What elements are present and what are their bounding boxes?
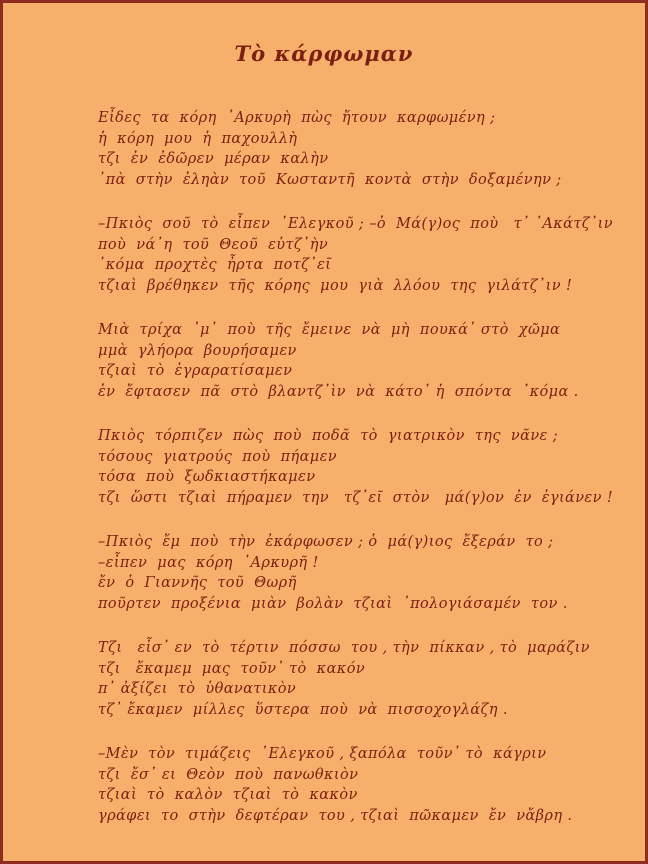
poem-line: ἡ κόρη μου ἡ παχουλλὴ [98, 130, 298, 147]
stanza [98, 532, 605, 614]
poem-line: τζιαὶ βρέθηκεν τῆς κόρης μου γιὰ λλόου της γιλάτζ᾽ιν ! [98, 277, 573, 294]
poem-line: ποὺ νά᾽η τοῦ Θεοῦ εὐτζ᾽ὴν [98, 236, 329, 253]
poem-line: –Πκιὸς ἔμ ποὺ τὴν ἐκάρφωσεν ; ὁ μά(γ)ιος ἔξεράν το ; [98, 534, 554, 550]
stanza [98, 744, 605, 826]
poem-line: ἔν ὁ Γιαννῆς τοῦ Θωρῆ [98, 575, 297, 591]
poem-line: τόσους γιατρούς ποὺ πήαμεν [98, 448, 338, 465]
poem-line: π᾽ ἀξίζει τὸ ὑθανατικὸν [98, 681, 297, 697]
poem-line: τζι ἔσ᾽ ει Θεὸν ποὺ πανωθκιὸν [98, 766, 359, 783]
poem-line: γράφει το στὴν δεφτέραν του , τζιαὶ πῶκαμεν ἔν νἄβρη . [98, 807, 573, 824]
poem-line: τόσα ποὺ ξωδκιαστήκαμεν [98, 469, 316, 485]
poem-line: ποῦρτεν προξένια μιὰν βολὰν τζιαὶ ᾽πολογιάσαμέν τον . [98, 595, 568, 612]
poem-line: –εἶπεν μας κόρη ᾽Αρκυρῆ ! [98, 554, 319, 571]
page-title: Τὸ κάρφωμαν [234, 41, 414, 66]
poem-line: ᾽πὰ στὴν ἐληὰν τοῦ Κωσταντῆ κοντὰ στὴν δοξαμένην ; [98, 171, 562, 188]
poem-line: Τζι εἶσ᾽ εν τὸ τέρτιν πόσσω του , τὴν πίκκαν , τὸ μαράζιν [98, 640, 590, 656]
stanza [98, 320, 605, 402]
stanza [98, 638, 605, 720]
stanza [98, 426, 614, 508]
poem-line: τζι ὥστι τζιαὶ πήραμεν την τζ᾽εῖ στὸν μά(γ)ον ἐν ἐγιάνεν ! [98, 489, 614, 506]
poem-line: τζι ἐν ἐδῶρεν μέραν καλὴν [98, 151, 329, 167]
poem-body [43, 108, 614, 826]
stanza [98, 108, 605, 190]
poem-line: ᾽κόμα προχτὲς ἦρτα ποτζ᾽εῖ [98, 257, 332, 273]
poem-line: τζιαὶ τὸ ἐγραρατίσαμεν [98, 363, 293, 379]
poem-line: Εἶδες τα κόρη ᾽Αρκυρὴ πὼς ἤτουν καρφωμένη ; [98, 110, 496, 126]
poem-line: Πκιὸς τόρπιζεν πὼς ποὺ ποδᾶ τὸ γιατρικὸν της νᾶνε ; [98, 428, 559, 444]
poem-line: μμὰ γλήορα βουρήσαμεν [98, 342, 297, 359]
poem-line: τζιαὶ τὸ καλὸν τζιαὶ τὸ κακὸν [98, 787, 358, 803]
poem-line: τζ᾽ ἔκαμεν μίλλες ὕστερα ποὺ νὰ πισσοχογλάζη . [98, 701, 508, 718]
stanza [98, 214, 613, 296]
poem-line: ἐν ἔφτασεν πᾶ στὸ βλαντζ᾽ὶν νὰ κάτο᾽ ἡ σπόντα ᾽κόμα . [98, 383, 579, 400]
poem-line: τζι ἔκαμεμ μας τοῦν᾽ τὸ κακόν [98, 660, 366, 677]
poem-line: Μιὰ τρίχα ᾽μ᾽ ποὺ τῆς ἔμεινε νὰ μὴ πουκά᾽ στὸ χῶμα [98, 322, 561, 338]
poem-line: –Πκιὸς σοῦ τὸ εἶπεν ῾Ελεγκοῦ ; –ὁ Μά(γ)ος ποὺ τ᾽ ᾽Ακάτζ᾽ιν [98, 216, 613, 232]
poem-line: –Μὲν τὸν τιμάζεις ῾Ελεγκοῦ , ξαπόλα τοῦν᾽ τὸ κάγριν [98, 746, 547, 762]
